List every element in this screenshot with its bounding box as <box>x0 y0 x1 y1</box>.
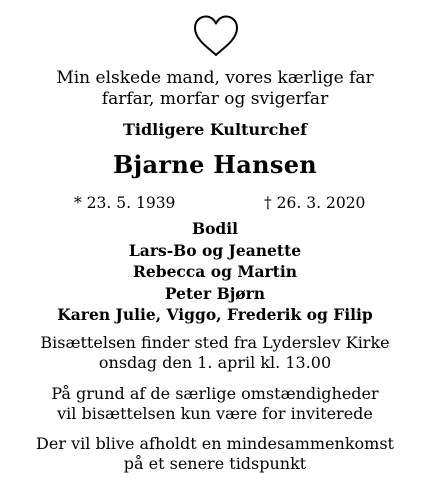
former-role: Tidligere Kulturchef <box>122 120 308 139</box>
intro-text <box>0 68 430 110</box>
memorial-line: på et senere tidspunkt <box>123 454 307 473</box>
deceased-name: Bjarne Hansen <box>112 150 318 179</box>
family-member: Karen Julie, Viggo, Frederik og Filip <box>57 305 373 324</box>
death-date: † 26. 3. 2020 <box>264 194 366 212</box>
restriction-line: På grund af de særlige omstændigheder <box>51 384 379 403</box>
family-member: Rebecca og Martin <box>132 262 297 281</box>
family-member: Bodil <box>191 219 239 238</box>
service-line: onsdag den 1. april kl. 13.00 <box>98 353 332 372</box>
birth-date: * 23. 5. 1939 <box>74 194 176 212</box>
heart-icon <box>192 14 240 58</box>
intro-line: Min elskede mand, vores kærlige far <box>56 68 374 88</box>
intro-line: farfar, morfar og svigerfar <box>101 89 329 109</box>
service-info <box>0 333 430 373</box>
family-member: Lars-Bo og Jeanette <box>128 240 302 260</box>
family-list <box>0 218 430 326</box>
restriction-note <box>0 384 430 424</box>
restriction-line: vil bisættelsen kun være for inviterede <box>57 404 373 423</box>
family-member: Peter Bjørn <box>164 283 266 303</box>
memorial-line: Der vil blive afholdt en mindesammenkomst <box>36 434 394 453</box>
memorial-note <box>0 434 430 474</box>
service-line: Bisættelsen finder sted fra Lyderslev Kirke <box>40 333 390 352</box>
